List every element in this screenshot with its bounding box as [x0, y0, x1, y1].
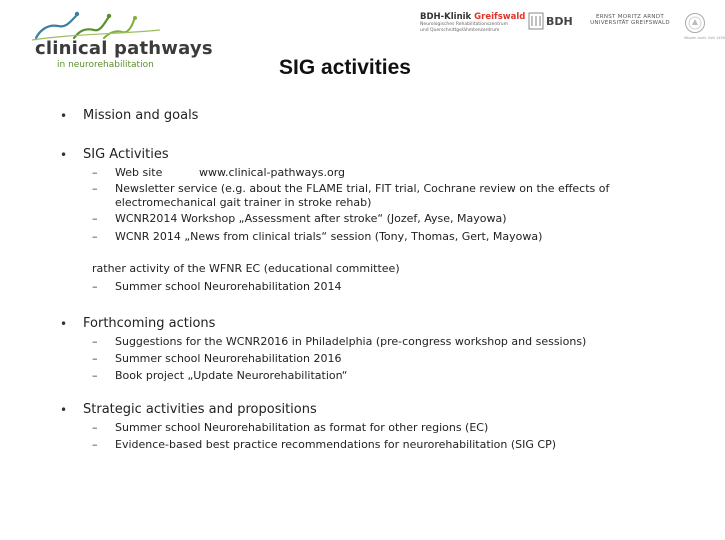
- forthcoming-item-2-text: Summer school Neurorehabilitation 2016: [115, 352, 342, 365]
- forthcoming-item-1-dash: –: [92, 335, 98, 348]
- sig-note-item-text: Summer school Neurorehabilitation 2014: [115, 280, 342, 293]
- bdh-mark-icon: [528, 12, 544, 30]
- strategic-item-1-dash: –: [92, 421, 98, 434]
- seal-icon: [684, 12, 706, 34]
- bdh-klinik-line2: und Querschnittgelähmtenzentrum: [420, 28, 500, 33]
- clinical-pathways-logo: [30, 8, 213, 70]
- forthcoming-item-2-dash: –: [92, 352, 98, 365]
- clinical-pathways-logo-title: clinical pathways: [35, 38, 213, 59]
- sig-item-2-line1: Newsletter service (e.g. about the FLAME trial, FIT trial, Cochrane review on the effects of: [115, 182, 610, 195]
- strategic-item-2-dash: –: [92, 438, 98, 451]
- university-seal: [684, 12, 725, 40]
- sig-item-4-dash: –: [92, 230, 98, 243]
- runner-figures-icon: [30, 8, 190, 42]
- seal-text: Wissen lockt. Seit 1456: [684, 36, 725, 40]
- sig-note: rather activity of the WFNR EC (educational committee): [92, 262, 400, 275]
- sig-item-1-dash: –: [92, 166, 98, 179]
- clinical-pathways-logo-subtitle: in neurorehabilitation: [57, 60, 154, 70]
- forthcoming-item-1-text: Suggestions for the WCNR2016 in Philadelphia (pre-congress workshop and sessions): [115, 335, 587, 348]
- forthcoming-item-3-dash: –: [92, 369, 98, 382]
- bullet-sig: •: [60, 148, 68, 162]
- university-line2: UNIVERSITÄT GREIFSWALD: [590, 20, 670, 26]
- bullet-forthcoming: •: [60, 317, 68, 331]
- sig-item-3-text: WCNR2014 Workshop „Assessment after stroke“ (Jozef, Ayse, Mayowa): [115, 212, 507, 225]
- sig-item-2-line2: electromechanical gait trainer in stroke rehab): [115, 196, 372, 209]
- sig-item-3-dash: –: [92, 212, 98, 225]
- university-logo: [590, 14, 670, 26]
- mission-label: Mission and goals: [83, 108, 199, 123]
- bdh-klinik-line1: Neurologisches Rehabilitationszentrum: [420, 22, 509, 27]
- website-link[interactable]: www.clinical-pathways.org: [199, 166, 346, 179]
- strategic-item-1-text: Summer school Neurorehabilitation as format for other regions (EC): [115, 421, 489, 434]
- bullet-strategic: •: [60, 403, 68, 417]
- bdh-klinik-logo: [420, 12, 535, 42]
- bdh-klinik-name-accent: Greifswald: [474, 12, 526, 22]
- bdh-klinik-name: [420, 12, 535, 22]
- university-line1: ERNST MORITZ ARNDT: [595, 14, 665, 20]
- sig-item-2-dash: –: [92, 182, 98, 195]
- bullet-mission: •: [60, 109, 68, 123]
- bdh-logo-text: BDH: [546, 15, 573, 28]
- sig-item-4-text: WCNR 2014 „News from clinical trials“ session (Tony, Thomas, Gert, Mayowa): [115, 230, 543, 243]
- sig-label: SIG Activities: [83, 147, 169, 162]
- bdh-klinik-name-prefix: BDH-Klinik: [420, 12, 475, 22]
- strategic-item-2-text: Evidence-based best practice recommendations for neurorehabilitation (SIG CP): [115, 438, 557, 451]
- sig-item-1-text: Web site: [115, 166, 163, 179]
- forthcoming-label: Forthcoming actions: [83, 316, 216, 331]
- strategic-label: Strategic activities and propositions: [83, 402, 317, 417]
- forthcoming-item-3-text: Book project „Update Neurorehabilitation“: [115, 369, 348, 382]
- bdh-logo: [528, 10, 578, 36]
- slide-title: SIG activities: [279, 56, 411, 79]
- sig-note-item-dash: –: [92, 280, 98, 293]
